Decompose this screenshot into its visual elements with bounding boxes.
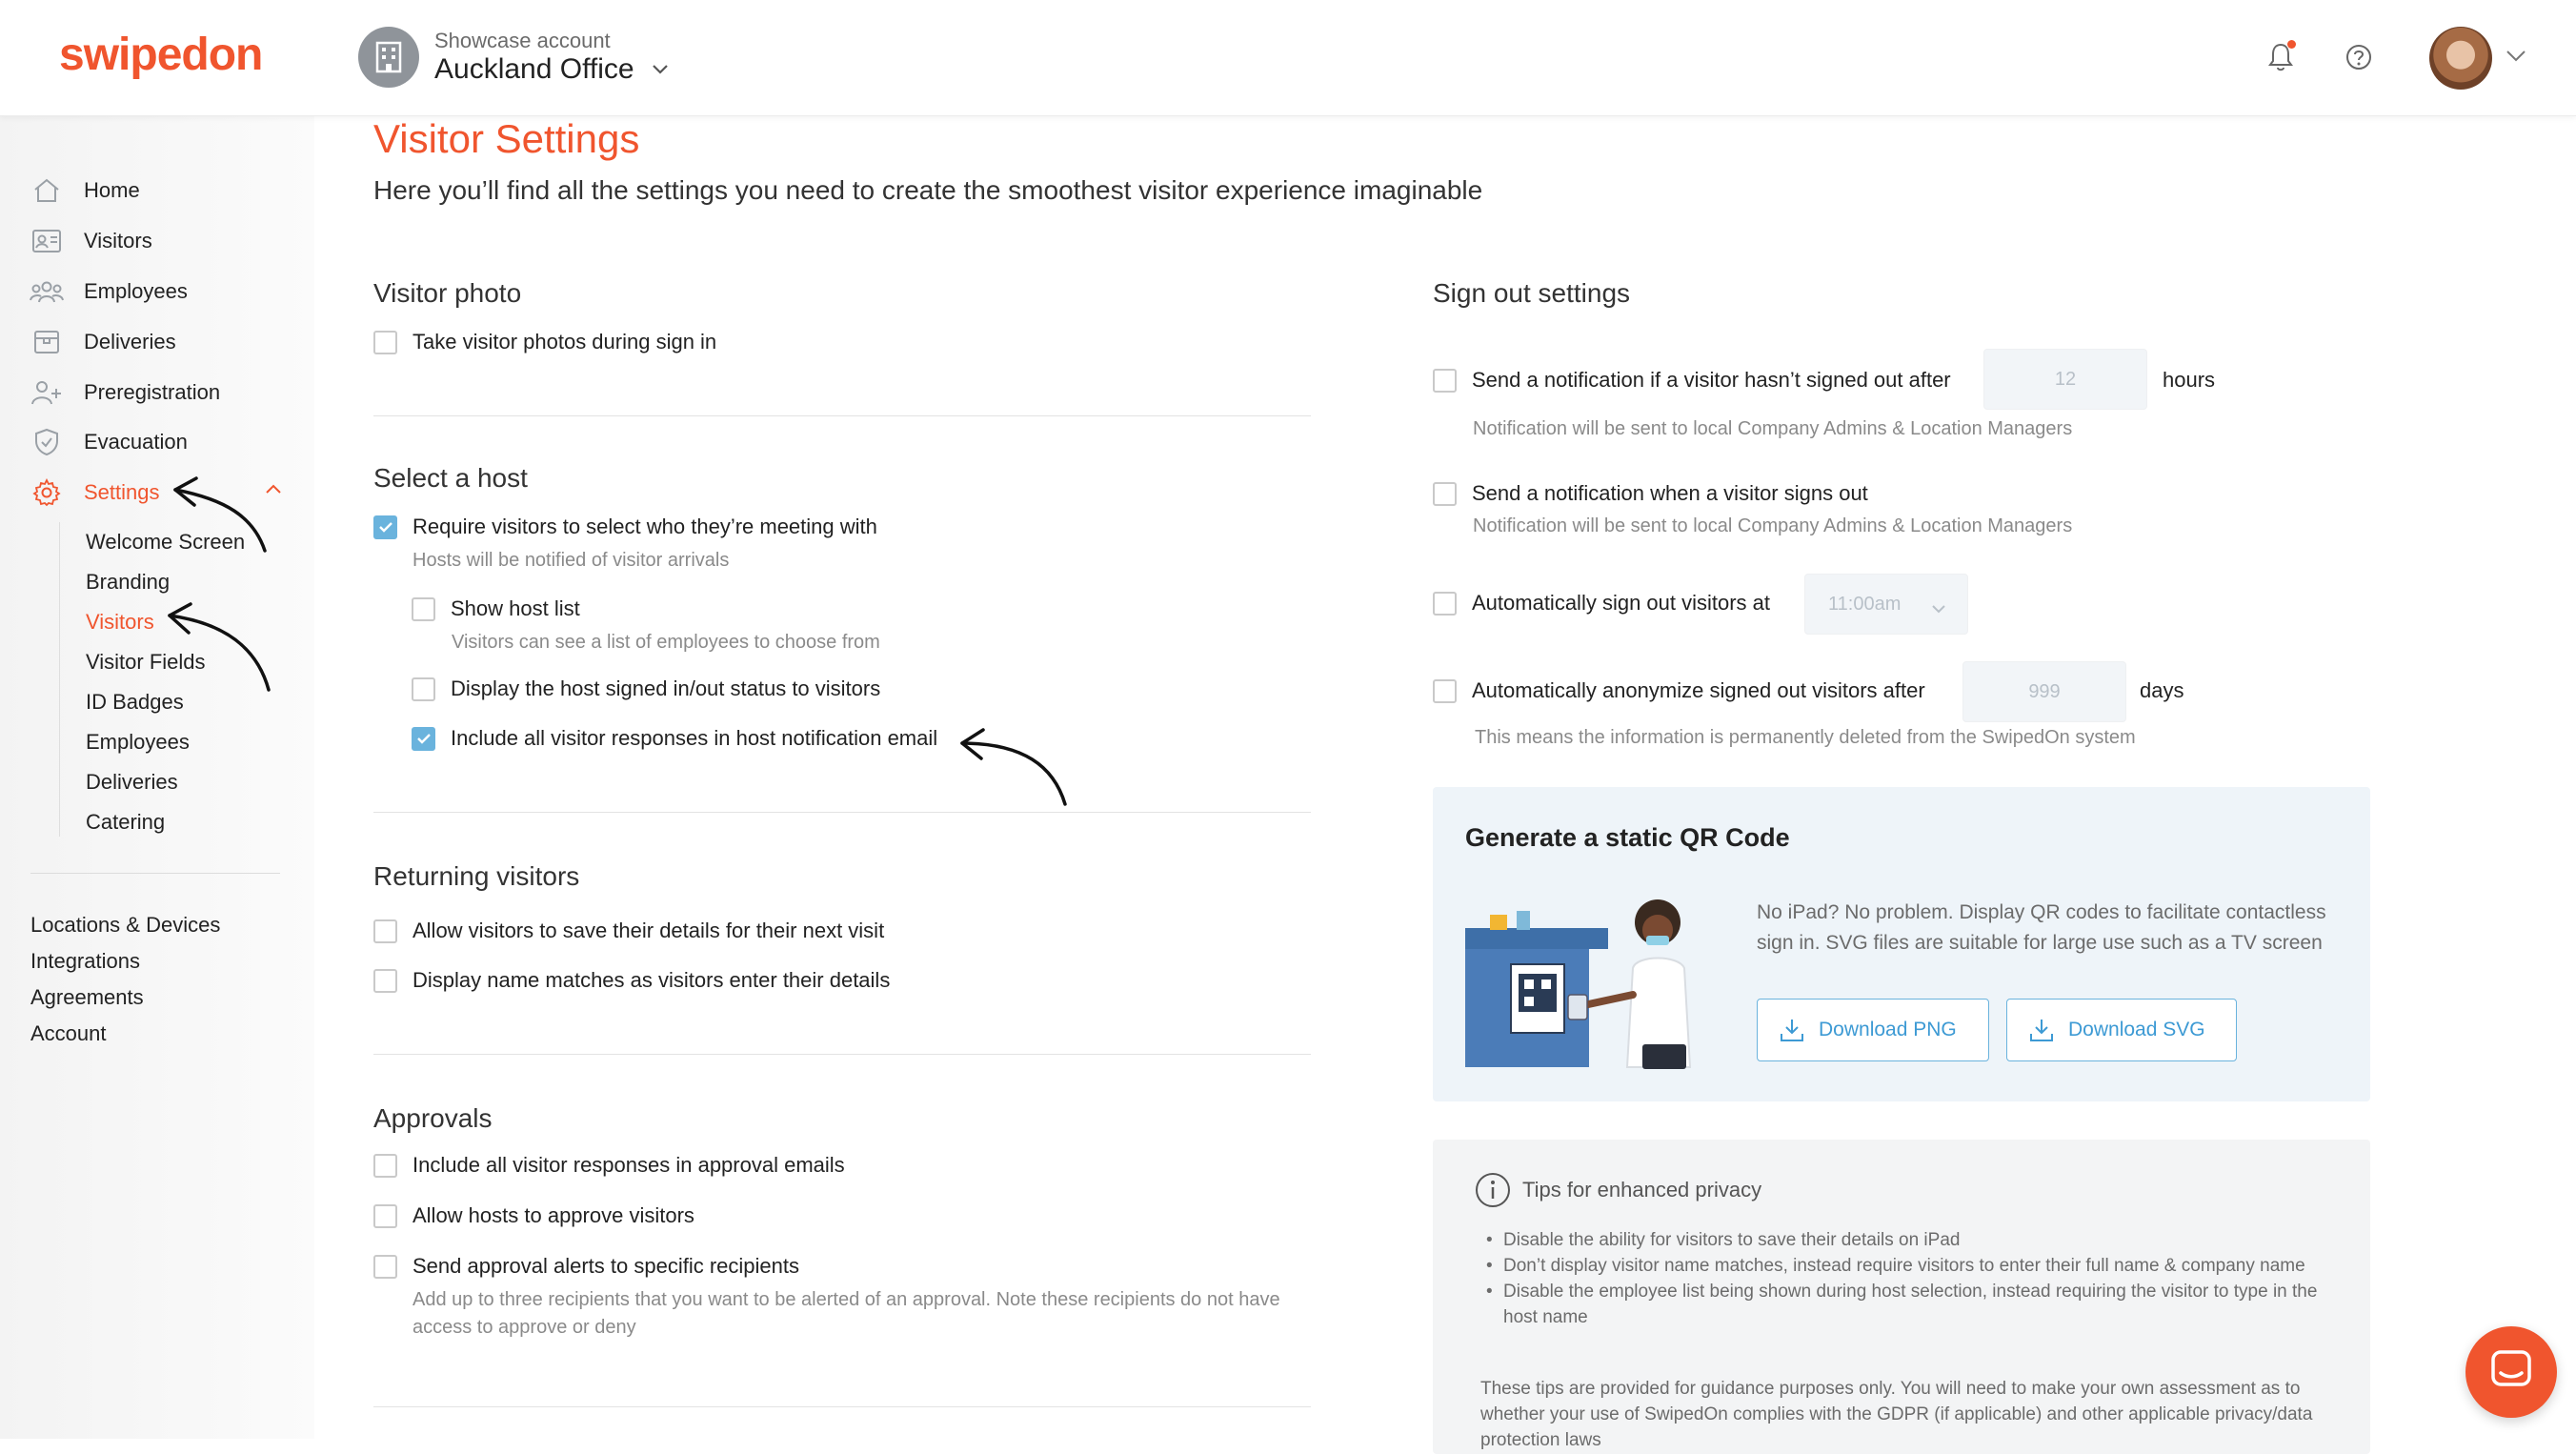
sidebar-item-preregistration[interactable] <box>30 374 220 412</box>
home-icon <box>30 174 63 207</box>
sidebar-item-label: Visitors <box>84 229 152 252</box>
setting-label: Include all visitor responses in approval emails <box>413 1153 845 1177</box>
sidebar-item-label: Deliveries <box>84 330 176 353</box>
annotation-arrow <box>955 717 1073 808</box>
setting-label: Automatically anonymize signed out visitors after <box>1472 678 1925 702</box>
sidebar-item-label: Settings <box>84 480 160 504</box>
setting-label: Automatically sign out visitors at <box>1472 591 1771 615</box>
annotation-arrow <box>162 600 276 696</box>
setting-take-photos[interactable] <box>373 330 716 354</box>
section-divider <box>373 812 1311 813</box>
top-bar <box>0 0 2576 116</box>
setting-allow-save-details[interactable] <box>373 919 884 943</box>
sidebar-item-label: Preregistration <box>84 380 221 404</box>
sidebar-item-label: Evacuation <box>84 430 188 454</box>
swipedon-logo[interactable]: swipedon <box>59 30 263 80</box>
setting-hint: Notification will be sent to local Company Admins & Location Managers <box>1473 515 2073 536</box>
section-divider <box>373 415 1311 416</box>
checkbox-checked[interactable] <box>412 727 435 751</box>
setting-label: Send approval alerts to specific recipients <box>413 1254 799 1278</box>
setting-label: Display name matches as visitors enter their details <box>413 968 891 992</box>
submenu-item-catering[interactable]: Catering <box>86 810 166 834</box>
info-icon <box>1475 1172 1511 1213</box>
hours-unit-label: hours <box>2163 368 2216 392</box>
checkbox[interactable] <box>1433 482 1457 506</box>
setting-hint: Notification will be sent to local Company Admins & Location Managers <box>1473 418 2073 439</box>
account-type-label: Showcase account <box>434 29 611 52</box>
days-unit-label: days <box>2140 678 2184 702</box>
setting-label: Show host list <box>451 596 580 620</box>
tip-item: • Disable the employee list being shown during host selection, instead requiring the visitor to type in the host name <box>1484 1279 2342 1330</box>
gear-icon <box>30 476 63 509</box>
sidebar-link-locations-devices[interactable]: Locations & Devices <box>30 913 221 937</box>
chat-icon <box>2489 1348 2533 1397</box>
chat-launcher-button[interactable] <box>2465 1326 2557 1418</box>
submenu-item-deliveries[interactable]: Deliveries <box>86 770 178 794</box>
section-title-select-host: Select a host <box>373 463 528 493</box>
setting-label: Require visitors to select who they’re meeting with <box>413 515 877 538</box>
visitor-card-icon <box>30 225 63 257</box>
person-add-icon <box>30 376 63 409</box>
user-avatar[interactable] <box>2429 27 2492 90</box>
hours-input[interactable]: 12 <box>1983 349 2147 410</box>
submenu-item-employees[interactable]: Employees <box>86 730 190 754</box>
setting-hint: Visitors can see a list of employees to choose from <box>452 632 880 653</box>
setting-label: Take visitor photos during sign in <box>413 330 717 353</box>
qr-kiosk-illustration <box>1465 880 1732 1069</box>
annotation-arrow <box>170 473 274 555</box>
tips-disclaimer: These tips are provided for guidance purposes only. You will need to make your own assessment as to whether your use of SwipedOn complies with the GDPR (if applicable) and other applicable privacy/data protection laws <box>1480 1379 2313 1450</box>
sidebar-link-account[interactable]: Account <box>30 1021 107 1045</box>
download-icon <box>1779 1017 1805 1043</box>
checkbox[interactable] <box>1433 369 1457 393</box>
setting-label: Allow hosts to approve visitors <box>413 1203 694 1227</box>
setting-label: Send a notification if a visitor hasn’t signed out after <box>1472 368 1951 392</box>
setting-include-approval-responses[interactable] <box>373 1153 845 1178</box>
building-icon <box>358 27 419 88</box>
setting-hint: This means the information is permanently deleted from the SwipedOn system <box>1475 727 2136 748</box>
chevron-down-icon[interactable] <box>652 63 669 80</box>
checkbox-checked[interactable] <box>373 515 397 539</box>
sidebar-item-home[interactable] <box>30 172 140 210</box>
tip-item: • Don’t display visitor name matches, instead require visitors to enter their full name & company name <box>1484 1253 2342 1279</box>
setting-label: Display the host signed in/out status to visitors <box>451 677 881 700</box>
submenu-divider <box>59 522 60 837</box>
submenu-item-visitor-fields[interactable]: Visitor Fields <box>86 650 206 674</box>
button-label: Download PNG <box>1819 1019 1957 1040</box>
submenu-item-visitors[interactable]: Visitors <box>86 610 154 634</box>
setting-show-host-list[interactable] <box>412 596 580 621</box>
checkbox[interactable] <box>412 597 435 621</box>
sidebar-divider <box>30 873 280 874</box>
setting-send-approval-alerts[interactable] <box>373 1254 799 1279</box>
submenu-item-welcome-screen[interactable]: Welcome Screen <box>86 530 246 554</box>
checkbox[interactable] <box>373 969 397 993</box>
sidebar-item-visitors[interactable] <box>30 222 152 260</box>
setting-auto-sign-out[interactable] <box>1433 591 1770 616</box>
submenu-item-branding[interactable]: Branding <box>86 570 171 594</box>
checkbox[interactable] <box>373 1154 397 1178</box>
setting-display-host-status[interactable] <box>412 677 880 701</box>
button-label: Download SVG <box>2068 1019 2205 1040</box>
sidebar-item-label: Home <box>84 178 140 202</box>
setting-auto-anonymize[interactable] <box>1433 678 1925 703</box>
setting-label: Allow visitors to save their details for their next visit <box>413 919 885 942</box>
tips-title: Tips for enhanced privacy <box>1522 1178 1762 1202</box>
checkbox[interactable] <box>373 919 397 943</box>
checkbox[interactable] <box>373 331 397 354</box>
sign-out-time-select[interactable] <box>1804 574 1968 635</box>
page-title: Visitor Settings <box>373 116 640 161</box>
days-input[interactable]: 999 <box>1962 661 2126 722</box>
section-title-sign-out: Sign out settings <box>1433 278 1631 308</box>
notification-bell-icon[interactable] <box>2267 42 2294 77</box>
setting-require-host[interactable] <box>373 515 877 539</box>
select-value: 11:00am <box>1828 593 1902 615</box>
checkbox[interactable] <box>373 1204 397 1228</box>
setting-label: Send a notification when a visitor signs out <box>1472 481 1868 505</box>
sidebar-item-evacuation[interactable] <box>30 423 188 461</box>
checkbox[interactable] <box>373 1255 397 1279</box>
help-icon[interactable] <box>2345 44 2372 75</box>
location-selector[interactable]: Auckland Office <box>434 53 634 85</box>
download-svg-button[interactable] <box>2006 999 2237 1061</box>
tip-item: • Disable the ability for visitors to save their details on iPad <box>1484 1227 2342 1253</box>
section-title-returning-visitors: Returning visitors <box>373 861 580 891</box>
setting-include-host-responses[interactable] <box>412 726 937 751</box>
qr-card-title: Generate a static QR Code <box>1465 823 1790 852</box>
setting-display-name-matches[interactable] <box>373 968 890 993</box>
section-divider <box>373 1054 1311 1055</box>
checkbox[interactable] <box>412 677 435 701</box>
chevron-down-icon[interactable] <box>2506 50 2526 68</box>
chevron-down-icon <box>1931 597 1946 619</box>
sidebar-item-deliveries[interactable] <box>30 323 176 361</box>
qr-card-description: No iPad? No problem. Display QR codes to facilitate contactless sign in. SVG files are suitable for large use such as a TV screen <box>1757 901 2326 954</box>
setting-label: Include all visitor responses in host notification email <box>451 726 938 750</box>
setting-hint: Add up to three recipients that you want to be alerted of an approval. Note these recipients do not have access to approve or deny <box>413 1289 1280 1338</box>
download-png-button[interactable] <box>1757 999 1989 1061</box>
tips-list <box>1484 1227 2342 1330</box>
setting-notify-not-signed-out[interactable] <box>1433 368 1951 393</box>
sidebar-link-integrations[interactable]: Integrations <box>30 949 140 973</box>
shield-icon <box>30 426 63 458</box>
submenu-item-id-badges[interactable]: ID Badges <box>86 690 184 714</box>
box-icon <box>30 326 63 358</box>
section-title-approvals: Approvals <box>373 1103 493 1133</box>
section-divider <box>373 1406 1311 1407</box>
sidebar-item-settings[interactable] <box>30 474 160 512</box>
section-title-visitor-photo: Visitor photo <box>373 278 522 308</box>
setting-allow-hosts-approve[interactable] <box>373 1203 694 1228</box>
setting-hint: Hosts will be notified of visitor arrivals <box>413 550 730 571</box>
checkbox[interactable] <box>1433 592 1457 616</box>
sidebar-item-employees[interactable] <box>30 273 188 311</box>
notification-dot <box>2287 40 2296 49</box>
checkbox[interactable] <box>1433 679 1457 703</box>
sidebar-link-agreements[interactable]: Agreements <box>30 985 144 1009</box>
download-icon <box>2028 1017 2055 1043</box>
setting-notify-signs-out[interactable] <box>1433 481 1868 506</box>
page-subtitle: Here you’ll find all the settings you need to create the smoothest visitor experience imaginable <box>373 175 1483 205</box>
people-icon <box>30 275 63 308</box>
sidebar-item-label: Employees <box>84 279 188 303</box>
